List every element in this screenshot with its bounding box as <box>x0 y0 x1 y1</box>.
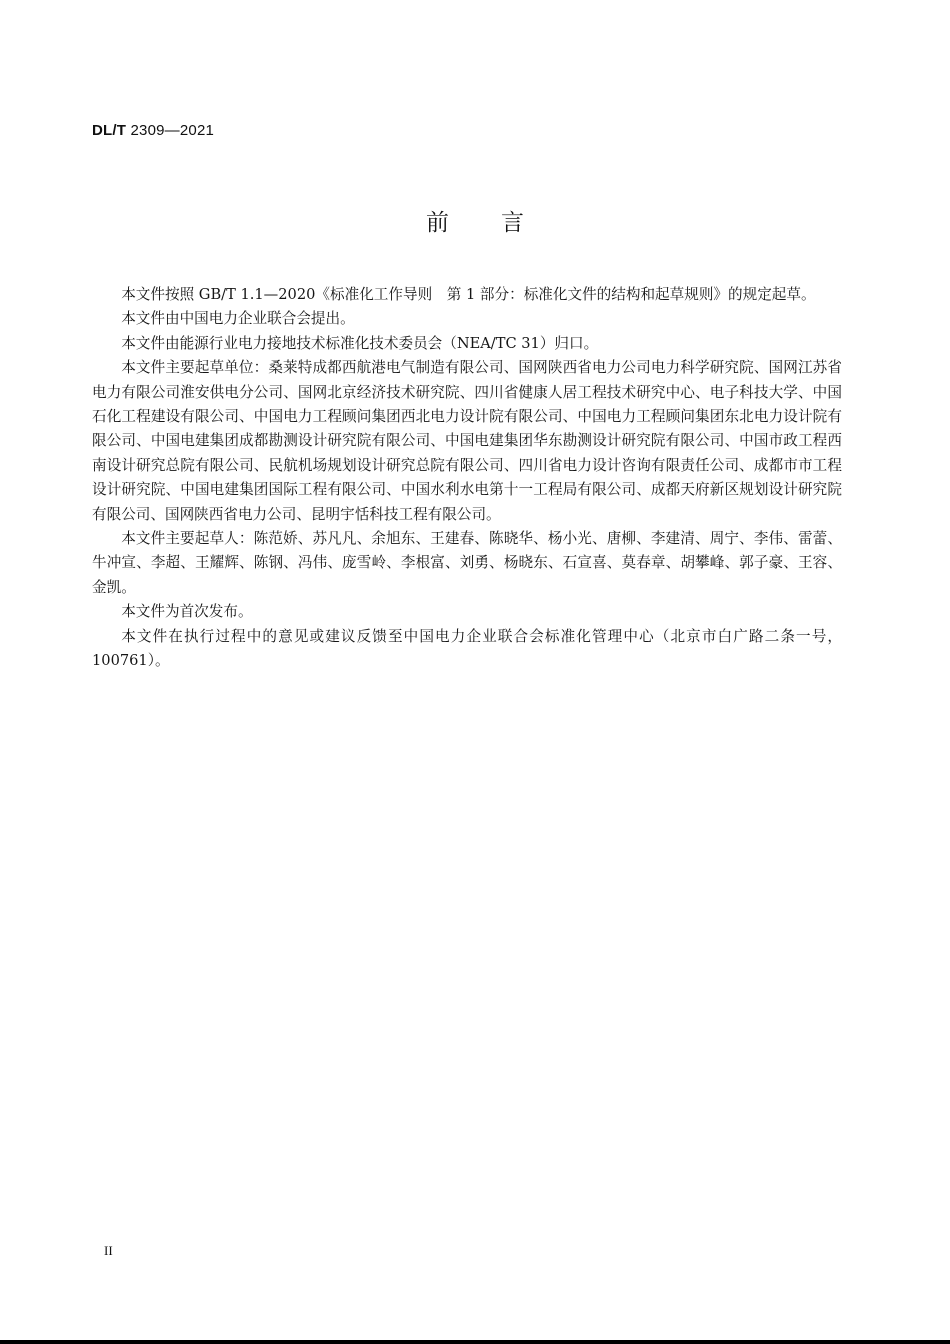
paragraph-drafters: 本文件主要起草人：陈范娇、苏凡凡、余旭东、王建春、陈晓华、杨小光、唐柳、李建清、周宁、李伟、雷蕾、牛冲宣、李超、王耀辉、陈钢、冯伟、庞雪岭、李根富、刘勇、杨晓东、石宣喜、莫春章、胡攀峰、郭子豪、王容、金凯。 <box>92 530 842 596</box>
paragraph-committee: 本文件由能源行业电力接地技术标准化技术委员会（NEA/TC 31）归口。 <box>121 334 599 352</box>
page-title-char-2: 言 <box>501 210 524 236</box>
page-title-char-1: 前 <box>426 210 449 236</box>
paragraph-proposer: 本文件由中国电力企业联合会提出。 <box>121 310 355 328</box>
document-code <box>92 122 214 139</box>
foreword-body <box>92 283 842 674</box>
paragraph-feedback: 本文件在执行过程中的意见或建议反馈至中国电力企业联合会标准化管理中心（北京市白广路二条一号，100761）。 <box>92 627 842 670</box>
page-title <box>0 204 950 237</box>
page-number: II <box>104 1243 113 1258</box>
document-code-number: 2309—2021 <box>130 122 215 139</box>
bottom-divider <box>0 1340 950 1344</box>
paragraph-first-release: 本文件为首次发布。 <box>121 603 253 621</box>
document-code-prefix: DL/T <box>92 122 127 139</box>
paragraph-drafting-units: 本文件主要起草单位：桑莱特成都西航港电气制造有限公司、国网陕西省电力公司电力科学研究院、国网江苏省电力有限公司淮安供电分公司、国网北京经济技术研究院、四川省健康人居工程技术研究中心、电子科技大学、中国石化工程建设有限公司、中国电力工程顾问集团西北电力设计院有限公司、中国电力工程顾问集团东北电力设计院有限公司、中国电建集团成都勘测设计研究院有限公司、中国电建集团华东勘测设计研究院有限公司、中国市政工程西南设计研究总院有限公司、民航机场规划设计研究总院有限公司、四川省电力设计咨询有限责任公司、成都市市工程设计研究院、中国电建集团国际工程有限公司、中国水利水电第十一工程局有限公司、成都天府新区规划设计研究院有限公司、国网陕西省电力公司、昆明宇恬科技工程有限公司。 <box>92 359 842 523</box>
paragraph-drafting-rules: 本文件按照 GB/T 1.1—2020《标准化工作导则 第 1 部分：标准化文件的结构和起草规则》的规定起草。 <box>121 286 816 303</box>
